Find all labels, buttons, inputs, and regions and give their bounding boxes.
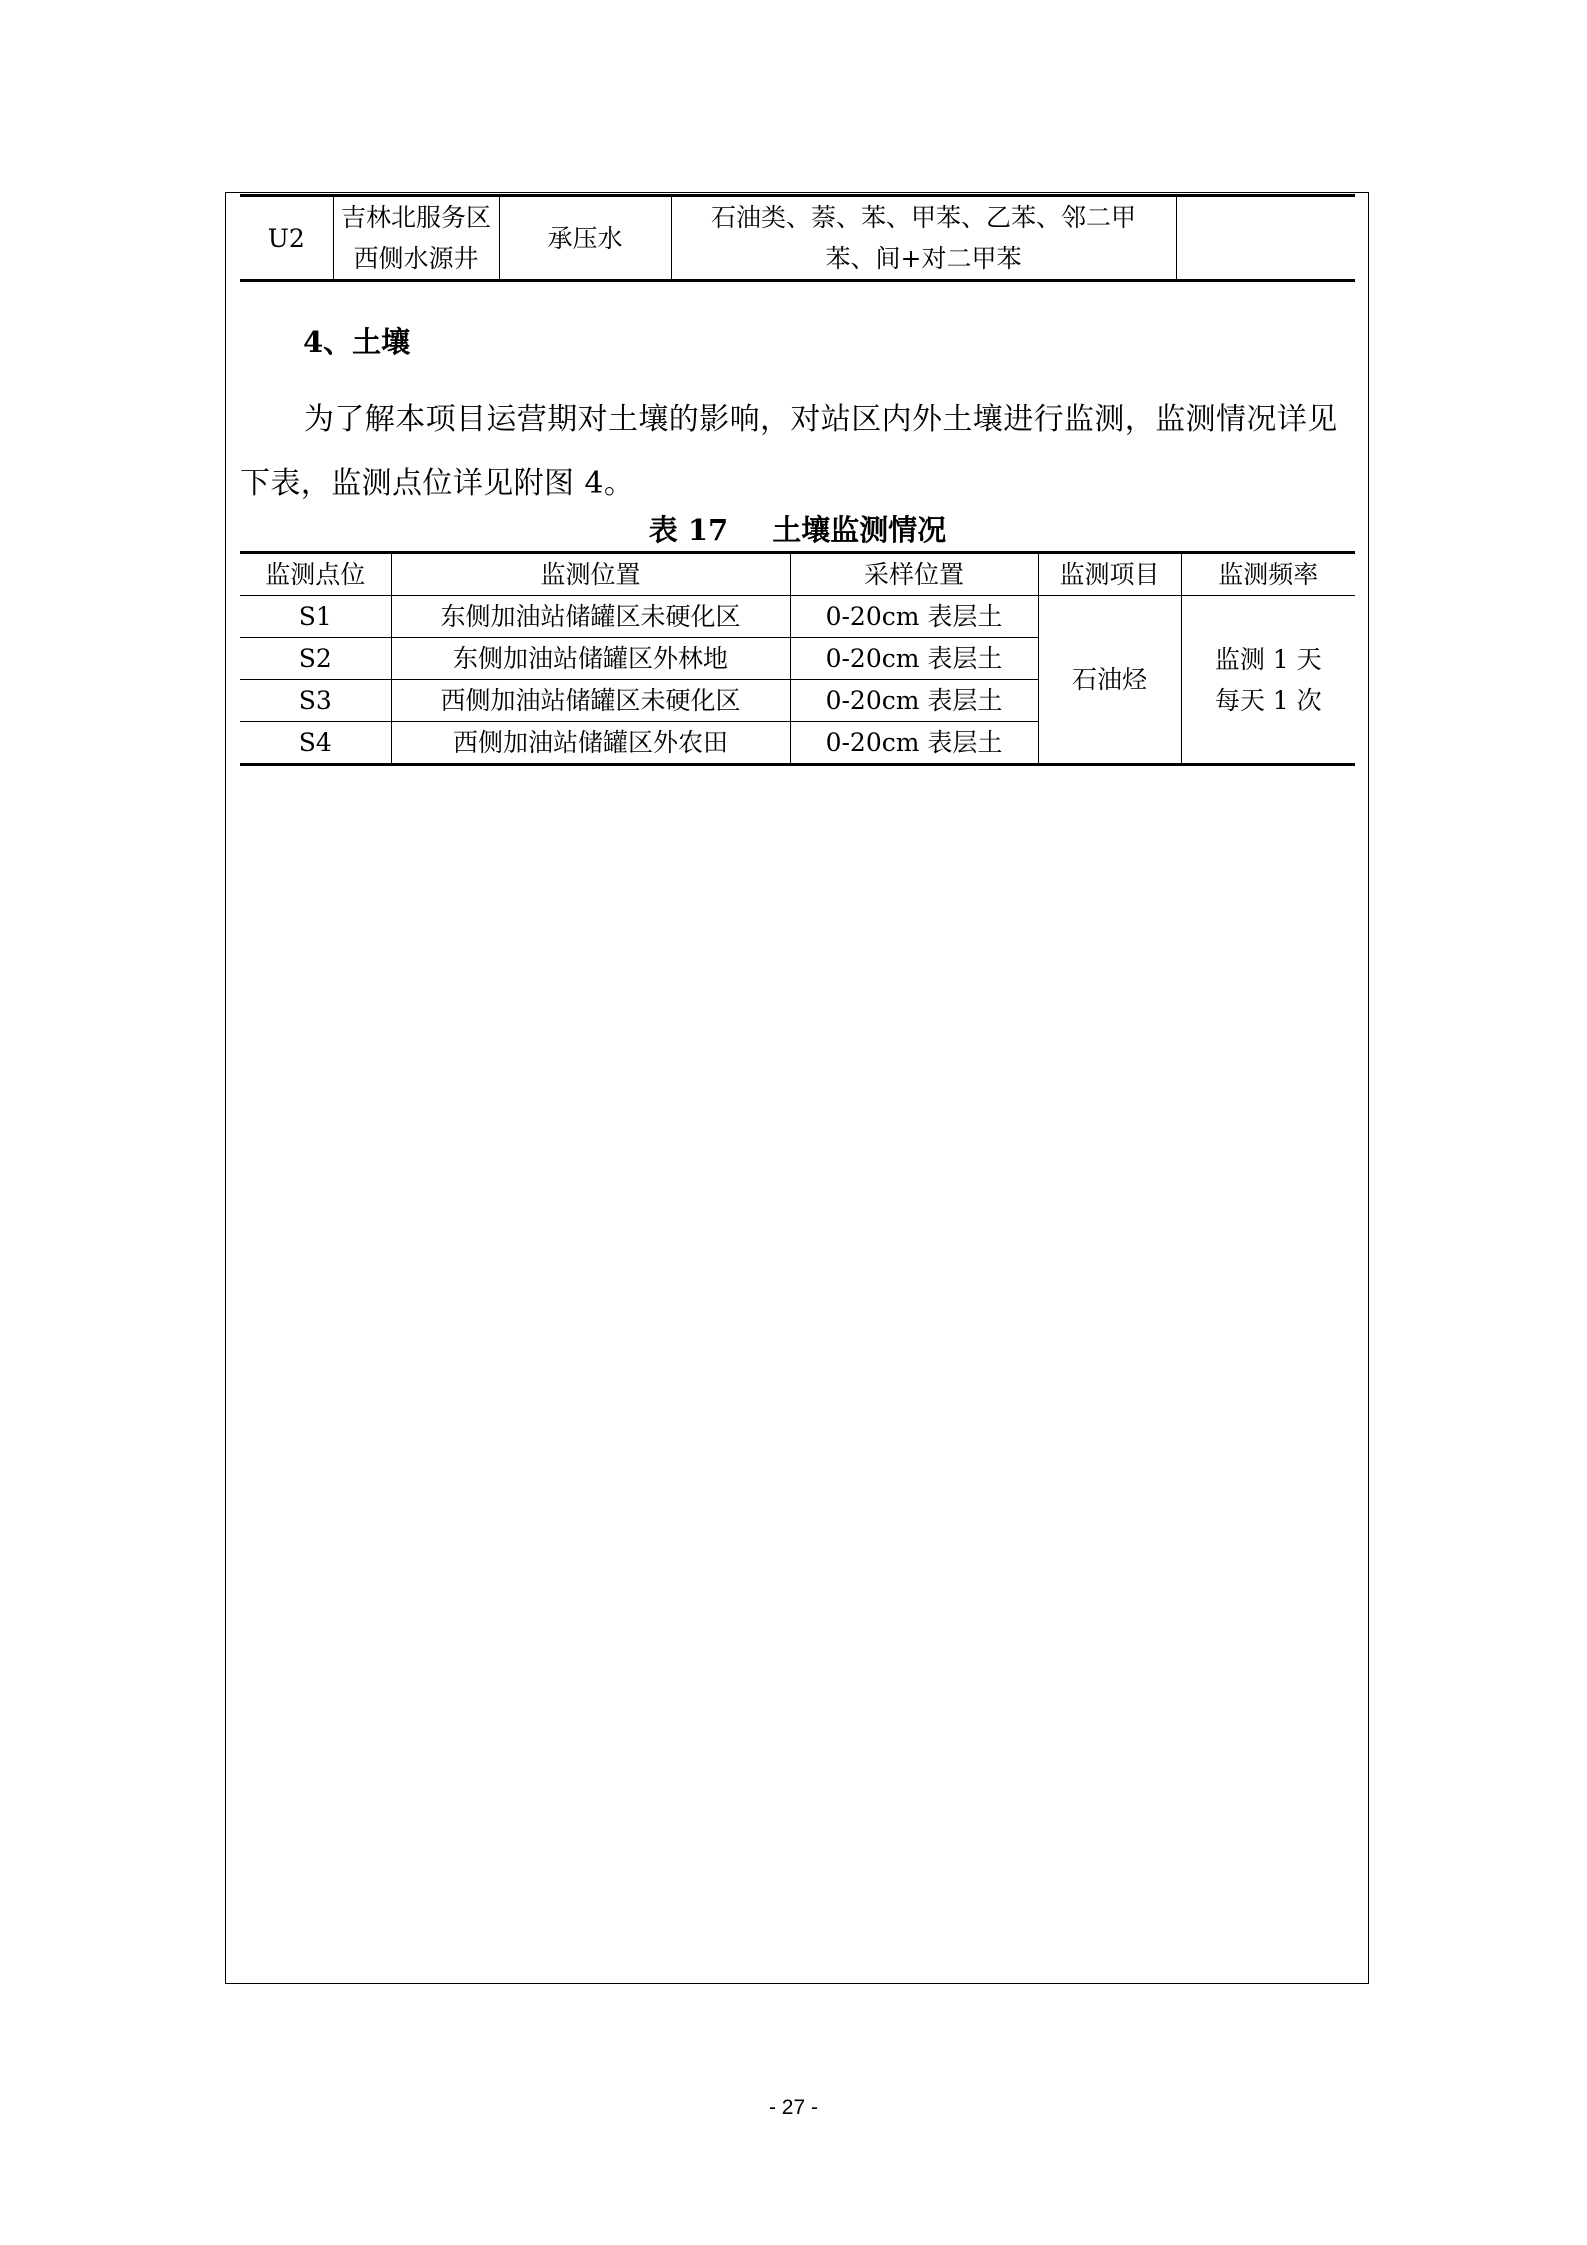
caption-title: 土壤监测情况 <box>772 513 947 547</box>
frequency-line2: 每天 1 次 <box>1214 685 1322 715</box>
table-caption <box>240 510 1355 550</box>
caption-number: 表 17 <box>648 513 729 547</box>
well-location-line1: 吉林北服务区 <box>340 203 491 232</box>
header-item: 监测项目 <box>1038 553 1181 596</box>
soil-monitoring-table <box>240 551 1355 766</box>
point-cell: S2 <box>240 638 391 680</box>
well-location-line2: 西侧水源井 <box>353 244 479 273</box>
monitoring-items-line1: 石油类、萘、苯、甲苯、乙苯、邻二甲 <box>710 203 1136 232</box>
section-paragraph: 为了解本项目运营期对土壤的影响，对站区内外土壤进行监测，监测情况详见下表，监测点位详见附图 4。 <box>240 402 1338 501</box>
header-sampling: 采样位置 <box>790 553 1038 596</box>
remark-cell <box>1176 196 1355 281</box>
location-cell: 东侧加油站储罐区外林地 <box>391 638 790 680</box>
point-cell: S3 <box>240 680 391 722</box>
monitoring-items-line2: 苯、间+对二甲苯 <box>825 244 1022 273</box>
header-point: 监测点位 <box>240 553 391 596</box>
location-cell: 西侧加油站储罐区外农田 <box>391 722 790 765</box>
sampling-cell: 0-20cm 表层土 <box>790 680 1038 722</box>
monitoring-item-cell: 石油烃 <box>1038 596 1181 765</box>
section-heading: 4、土壤 <box>303 325 411 359</box>
well-location-cell <box>333 196 499 281</box>
water-type-cell: 承压水 <box>499 196 671 281</box>
sampling-cell: 0-20cm 表层土 <box>790 722 1038 765</box>
table-header-row <box>240 553 1355 596</box>
table-row <box>240 196 1355 281</box>
sampling-cell: 0-20cm 表层土 <box>790 638 1038 680</box>
monitoring-items-cell <box>671 196 1176 281</box>
location-cell: 西侧加油站储罐区未硬化区 <box>391 680 790 722</box>
point-cell: S4 <box>240 722 391 765</box>
page-number: - 27 - <box>768 2096 818 2119</box>
sampling-cell: 0-20cm 表层土 <box>790 596 1038 638</box>
point-id-cell: U2 <box>240 196 333 281</box>
header-frequency: 监测频率 <box>1181 553 1355 596</box>
point-cell: S1 <box>240 596 391 638</box>
header-location: 监测位置 <box>391 553 790 596</box>
frequency-line1: 监测 1 天 <box>1214 644 1322 674</box>
location-cell: 东侧加油站储罐区未硬化区 <box>391 596 790 638</box>
groundwater-table-continuation <box>240 194 1355 282</box>
table-row <box>240 596 1355 638</box>
frequency-cell <box>1181 596 1355 765</box>
